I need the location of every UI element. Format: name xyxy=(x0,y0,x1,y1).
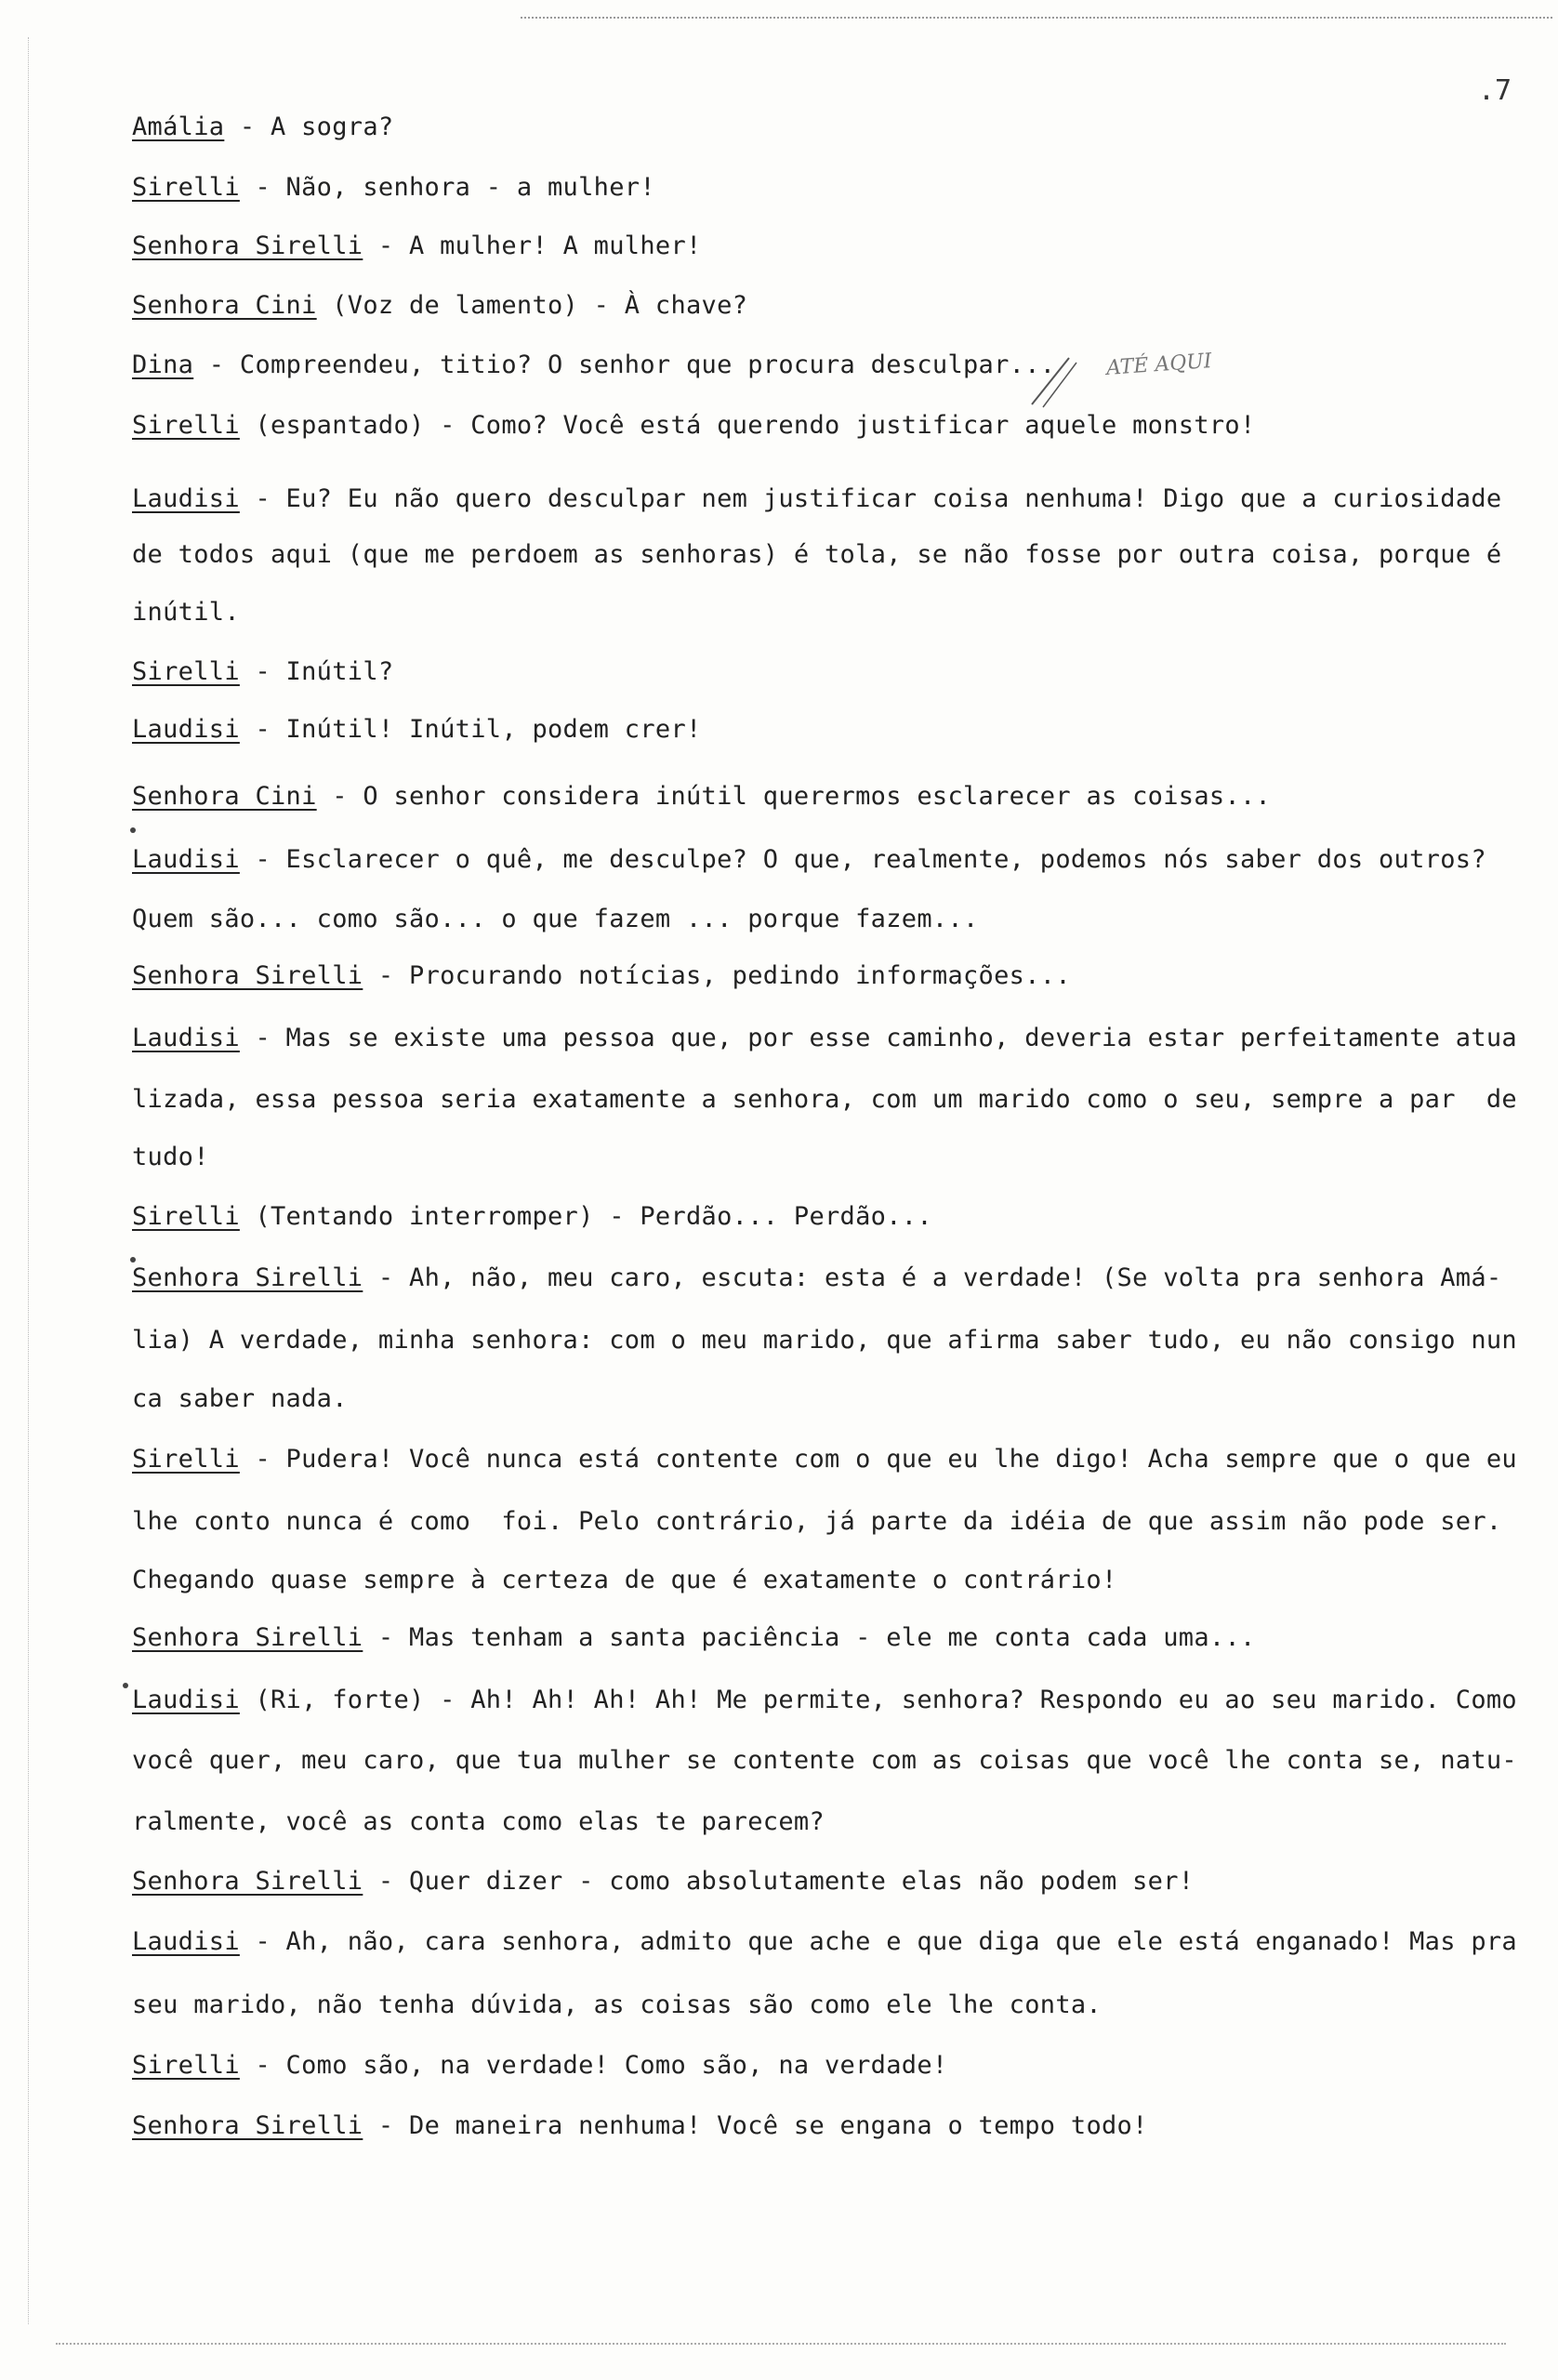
line-text: - Ah, não, meu caro, escuta: esta é a verdade! (Se volta pra senhora Amá- xyxy=(363,1263,1502,1292)
dialogue-line xyxy=(132,2110,1526,2142)
dialogue-line xyxy=(132,1444,1526,1475)
line-text: - Esclarecer o quê, me desculpe? O que, realmente, podemos nós saber dos outros? xyxy=(239,845,1486,874)
speaker-name: Senhora Sirelli xyxy=(132,1867,363,1896)
dialogue-line xyxy=(132,781,1526,813)
line-text: lhe conto nunca é como foi. Pelo contrário, já parte da idéia de que assim não pode ser. xyxy=(132,1507,1502,1536)
line-text: (espantado) - Como? Você está querendo justificar aquele monstro! xyxy=(239,411,1256,440)
speaker-name: Laudisi xyxy=(132,1024,240,1052)
line-text: - Procurando notícias, pedindo informações... xyxy=(363,961,1071,990)
top-dotted-rule xyxy=(521,17,1552,19)
speaker-name: Sirelli xyxy=(132,173,240,202)
dialogue-line xyxy=(132,904,1526,935)
line-text: - Compreendeu, titio? O senhor que procura desculpar... xyxy=(193,350,1056,379)
line-text: Chegando quase sempre à certeza de que é exatamente o contrário! xyxy=(132,1566,1117,1594)
speaker-name: Amália xyxy=(132,112,225,141)
dialogue-line xyxy=(132,1506,1526,1538)
bottom-dotted-rule xyxy=(56,2343,1506,2345)
speaker-name: Senhora Sirelli xyxy=(132,2111,363,2140)
line-text: inútil. xyxy=(132,598,240,627)
speaker-name: Sirelli xyxy=(132,657,240,686)
dialogue-line xyxy=(132,290,1526,322)
line-text: (Tentando interromper) - Perdão... Perdão... xyxy=(239,1202,932,1231)
line-text: lizada, essa pessoa seria exatamente a senhora, com um marido como o seu, sempre a par de xyxy=(132,1085,1517,1114)
line-text: - Pudera! Você nunca está contente com o que eu lhe digo! Acha sempre que o que eu xyxy=(239,1445,1517,1474)
speaker-name: Laudisi xyxy=(132,1927,240,1956)
dialogue-line xyxy=(132,960,1526,992)
line-text: - A mulher! A mulher! xyxy=(363,231,702,260)
dialogue-line xyxy=(132,1990,1526,2021)
line-text: tudo! xyxy=(132,1143,209,1171)
line-text: - Mas se existe uma pessoa que, por esse caminho, deveria estar perfeitamente atua xyxy=(239,1024,1517,1052)
speaker-name: Sirelli xyxy=(132,411,240,440)
line-text: - Não, senhora - a mulher! xyxy=(239,173,655,202)
line-text: - De maneira nenhuma! Você se engana o tempo todo! xyxy=(363,2111,1148,2140)
line-text: - A sogra? xyxy=(224,112,394,141)
dialogue-line xyxy=(132,597,1526,628)
speaker-name: Senhora Sirelli xyxy=(132,961,363,990)
speaker-name: Senhora Sirelli xyxy=(132,1623,363,1652)
line-text: (Voz de lamento) - À chave? xyxy=(316,291,748,320)
line-text: ralmente, você as conta como elas te parecem? xyxy=(132,1807,825,1836)
dialogue-line xyxy=(132,656,1526,688)
dialogue-line xyxy=(132,844,1526,876)
line-text: - Ah, não, cara senhora, admito que ache e que diga que ele está enganado! Mas pra xyxy=(239,1927,1517,1956)
line-text: - Mas tenham a santa paciência - ele me conta cada uma... xyxy=(363,1623,1256,1652)
dialogue-line xyxy=(132,483,1526,515)
dialogue-line xyxy=(132,172,1526,204)
line-text: - Inútil? xyxy=(239,657,394,686)
dialogue-line xyxy=(132,1866,1526,1897)
speaker-name: Sirelli xyxy=(132,1202,240,1231)
line-text: Quem são... como são... o que fazem ... porque fazem... xyxy=(132,905,979,933)
line-text: você quer, meu caro, que tua mulher se contente com as coisas que você lhe conta se, natu- xyxy=(132,1746,1517,1775)
speaker-name: Senhora Cini xyxy=(132,782,317,811)
dialogue-line xyxy=(132,1383,1526,1415)
speaker-name: Laudisi xyxy=(132,1686,240,1714)
line-text: - Inútil! Inútil, podem crer! xyxy=(239,715,702,744)
dialogue-line xyxy=(132,231,1526,262)
dialogue-line xyxy=(132,1325,1526,1356)
line-text: - Como são, na verdade! Como são, na verdade! xyxy=(239,2051,948,2080)
handwritten-note: ATÉ AQUI xyxy=(1105,350,1213,380)
speaker-name: Senhora Sirelli xyxy=(132,1263,363,1292)
speaker-name: Sirelli xyxy=(132,2051,240,2080)
left-margin-marks xyxy=(28,37,66,2324)
dialogue-line xyxy=(132,1084,1526,1116)
dialogue-line xyxy=(132,1201,1526,1233)
dialogue-line xyxy=(132,1142,1526,1173)
ink-speck xyxy=(130,827,136,833)
dialogue-line xyxy=(132,1023,1526,1054)
line-text: lia) A verdade, minha senhora: com o meu marido, que afirma saber tudo, eu não consigo nun xyxy=(132,1326,1517,1355)
dialogue-line xyxy=(132,1622,1526,1654)
line-text: de todos aqui (que me perdoem as senhoras) é tola, se não fosse por outra coisa, porque é xyxy=(132,540,1502,569)
speaker-name: Senhora Sirelli xyxy=(132,231,363,260)
dialogue-line xyxy=(132,1926,1526,1958)
line-text: seu marido, não tenha dúvida, as coisas são como ele lhe conta. xyxy=(132,1990,1102,2019)
line-text: - Quer dizer - como absolutamente elas não podem ser! xyxy=(363,1867,1195,1896)
speaker-name: Senhora Cini xyxy=(132,291,317,320)
dialogue-line xyxy=(132,112,1526,143)
dialogue-line xyxy=(132,350,1526,381)
dialogue-line xyxy=(132,539,1526,571)
line-text: ca saber nada. xyxy=(132,1384,348,1413)
speaker-name: Laudisi xyxy=(132,715,240,744)
dialogue-line xyxy=(132,1263,1526,1294)
dialogue-line xyxy=(132,2050,1526,2082)
ink-speck xyxy=(123,1683,128,1688)
dialogue-line xyxy=(132,1806,1526,1838)
line-text: - Eu? Eu não quero desculpar nem justificar coisa nenhuma! Digo que a curiosidade xyxy=(239,484,1502,513)
speaker-name: Laudisi xyxy=(132,845,240,874)
dialogue-line xyxy=(132,1745,1526,1777)
dialogue-line xyxy=(132,410,1526,442)
speaker-name: Sirelli xyxy=(132,1445,240,1474)
ink-speck xyxy=(130,1257,136,1263)
dialogue-line xyxy=(132,1685,1526,1716)
speaker-name: Dina xyxy=(132,350,194,379)
page-number: .7 xyxy=(1478,74,1512,107)
dialogue-line xyxy=(132,714,1526,746)
speaker-name: Laudisi xyxy=(132,484,240,513)
line-text: - O senhor considera inútil querermos esclarecer as coisas... xyxy=(316,782,1272,811)
dialogue-line xyxy=(132,1565,1526,1596)
line-text: (Ri, forte) - Ah! Ah! Ah! Ah! Me permite, senhora? Respondo eu ao seu marido. Como xyxy=(239,1686,1517,1714)
